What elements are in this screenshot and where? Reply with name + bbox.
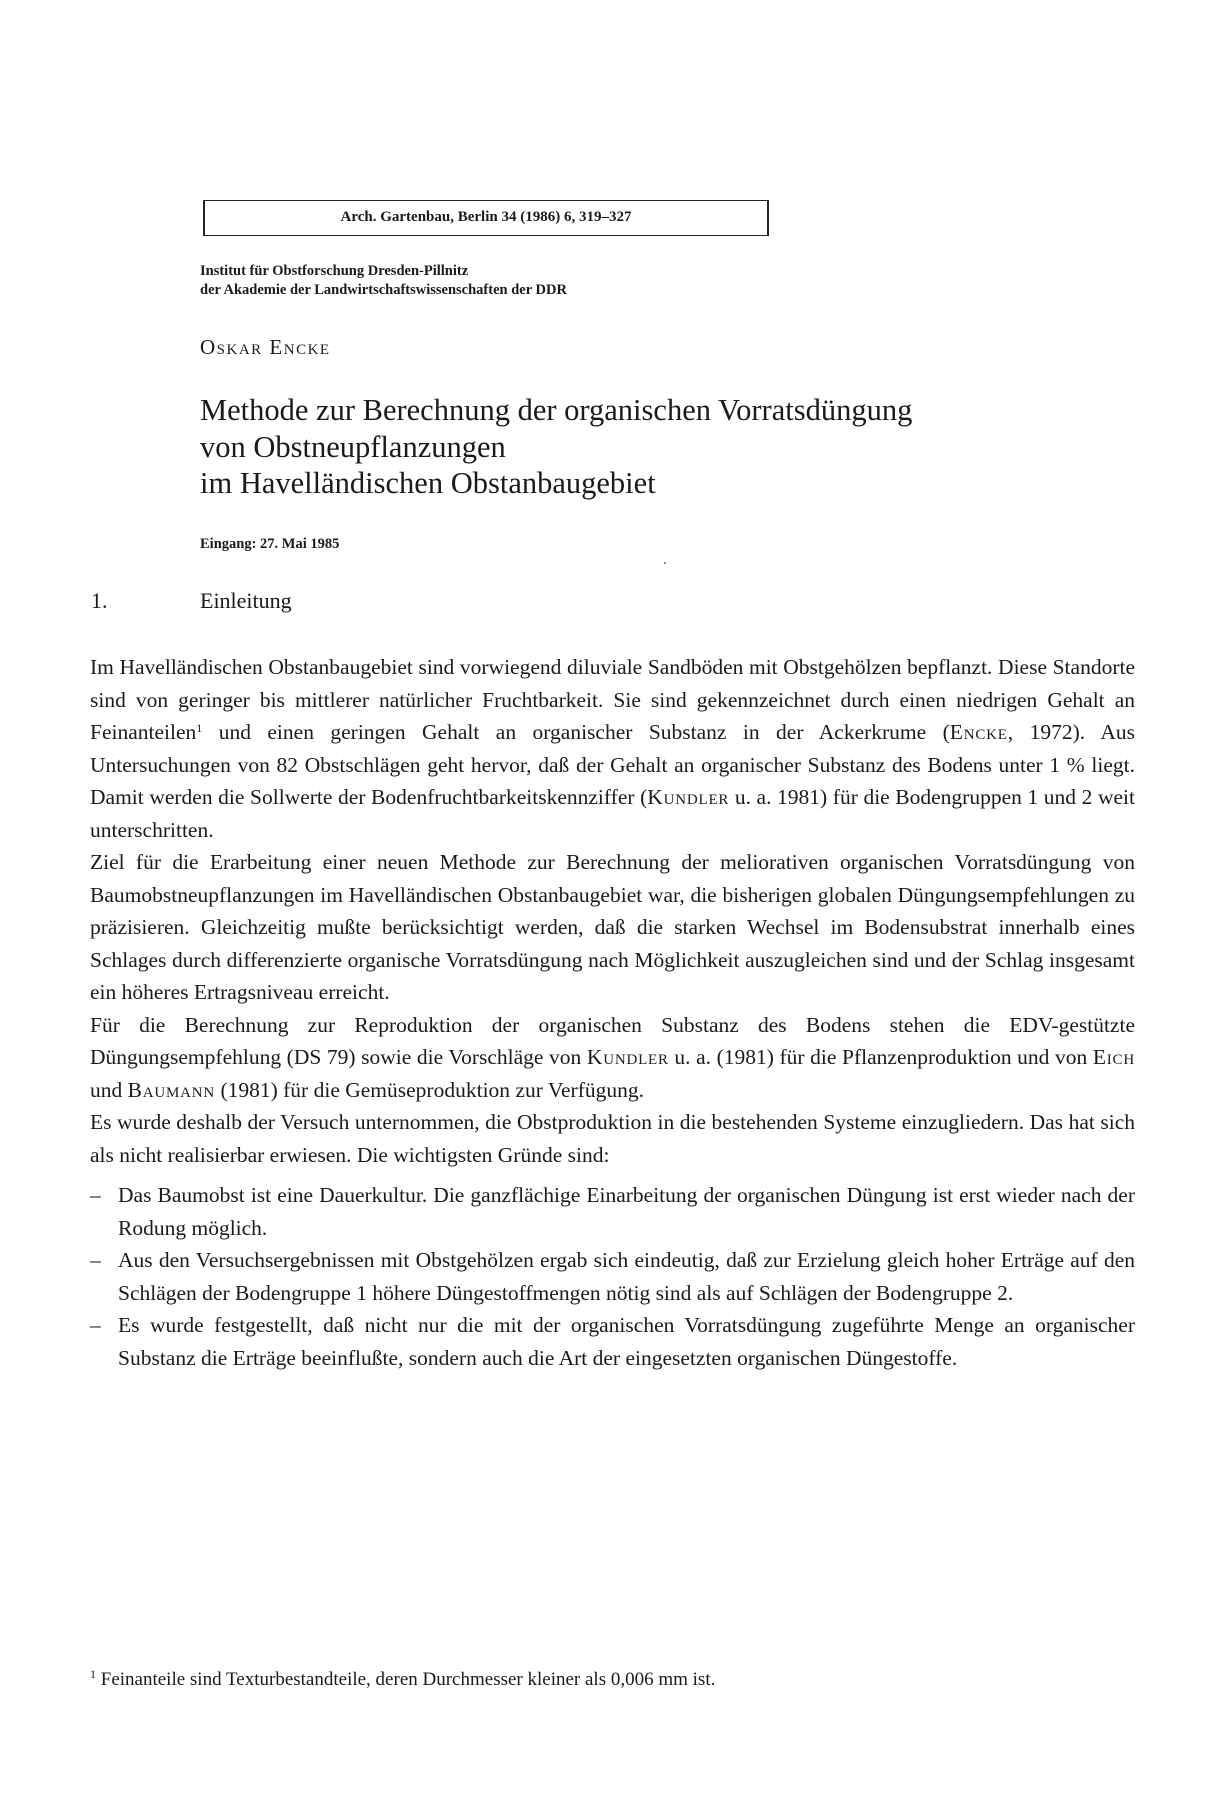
reasons-list (90, 1179, 1135, 1374)
title-line-3: im Havelländischen Obstanbaugebiet (200, 466, 656, 500)
citation-author: Baumann (127, 1077, 216, 1102)
paragraph-2: Ziel für die Erarbeitung einer neuen Methode zur Berechnung der meliorativen organischen Vorratsdüngung von Baumobstneupflanzungen im Havelländischen Obstanbaugebiet war, die bisherigen globalen Düngungsempfehlungen zu präzisieren. Gleichzeitig mußte berücksichtigt werden, daß die starken Wechsel im Bodensubstrat innerhalb eines Schlages durch differenzierte organische Vorratsdüngung nach Möglichkeit auszugleichen sind und der Schlag insgesamt ein höheres Ertragsniveau erreicht. (90, 850, 1135, 1004)
text-span: u. a. (1981) für die Pflanzenproduktion und von (668, 1045, 1093, 1069)
footnote-marker: 1 (90, 1667, 96, 1681)
institute-block (200, 262, 567, 300)
institute-line-2: der Akademie der Landwirtschaftswissenschaften der DDR (200, 282, 567, 298)
footnote-text: Feinanteile sind Texturbestandteile, deren Durchmesser kleiner als 0,006 mm ist. (96, 1669, 716, 1690)
paragraph-4: Es wurde deshalb der Versuch unternommen, die Obstproduktion in die bestehenden Systeme einzugliedern. Das hat sich als nicht realisierbar erwiesen. Die wichtigsten Gründe sind: (90, 1110, 1135, 1167)
print-speck (664, 562, 666, 564)
section-title: Einleitung (200, 588, 292, 613)
list-item (90, 1179, 1135, 1244)
text-span: (1981) für die Gemüseproduktion zur Verfügung. (215, 1077, 644, 1102)
list-item (90, 1244, 1135, 1309)
text-span: , 1972). Aus Untersuchungen von 82 Obstschlägen geht hervor, daß der Gehalt an organischer Substanz des Bodens unter 1 % liegt. Damit werden die Sollwerte der Bodenfruchtbarkeitskennziffer ( (90, 720, 1135, 809)
journal-citation-box (203, 200, 769, 236)
author-name: Oskar Encke (200, 335, 331, 359)
list-item (90, 1309, 1135, 1374)
text-span: und einen geringen Gehalt an organischer Substanz in der Ackerkrume ( (202, 720, 950, 744)
text-span: und (90, 1077, 128, 1102)
paragraph-1 (90, 651, 1135, 846)
text-span: Im Havelländischen Obstanbaugebiet sind vorwiegend diluviale Sandböden mit Obstgehölzen bepflanzt. Diese Standorte sind von geringer bis mittlerer natürlicher Fruchtbarkeit. Sie sind gekennzeichnet durch einen niedrigen Gehalt an Feinanteilen (90, 655, 1135, 744)
journal-citation: Arch. Gartenbau, Berlin 34 (1986) 6, 319–327 (340, 209, 632, 225)
list-item-text: Es wurde festgestellt, daß nicht nur die mit der organischen Vorratsdüngung zugeführte Menge an organischer Substanz die Erträge beeinflußte, sondern auch die Art der eingesetzten organischen Düngestoffe. (118, 1313, 1135, 1370)
citation-author: Encke (949, 720, 1008, 744)
text-span: u. a. 1981) für die Bodengruppen 1 und 2 weit unterschritten. (90, 785, 1135, 842)
paragraph-3 (90, 1009, 1135, 1107)
dash-bullet: – (90, 1248, 101, 1272)
received-date: Eingang: 27. Mai 1985 (200, 536, 340, 552)
footnote (90, 1669, 715, 1691)
article-title (200, 392, 912, 502)
title-line-2: von Obstneupflanzungen (200, 429, 506, 464)
list-item-text: Aus den Versuchsergebnissen mit Obstgehölzen ergab sich eindeutig, daß zur Erzielung gleich hoher Erträge auf den Schlägen der Bodengruppe 1 höhere Düngestoffmengen nötig sind als auf Schlägen der Bodengruppe 2. (118, 1248, 1135, 1305)
title-line-1: Methode zur Berechnung der organischen Vorratsdüngung (200, 393, 913, 427)
footnote-ref: 1 (196, 721, 203, 735)
citation-author: Kundler (647, 785, 730, 809)
section-number: 1. (91, 588, 108, 613)
dash-bullet: – (90, 1183, 101, 1207)
list-item-text: Das Baumobst ist eine Dauerkultur. Die ganzflächige Einarbeitung der organischen Düngung ist erst wieder nach der Rodung möglich. (118, 1183, 1135, 1240)
institute-line-1: Institut für Obstforschung Dresden-Pillnitz (200, 263, 469, 279)
citation-author: Kundler (586, 1045, 669, 1069)
body-text (90, 651, 1135, 1374)
citation-author: Eich (1092, 1045, 1135, 1069)
dash-bullet: – (90, 1313, 101, 1337)
text-span: Für die Berechnung zur Reproduktion der organischen Substanz des Bodens stehen die EDV-gestützte Düngungsempfehlung (DS 79) sowie die Vorschläge von (90, 1012, 1135, 1069)
